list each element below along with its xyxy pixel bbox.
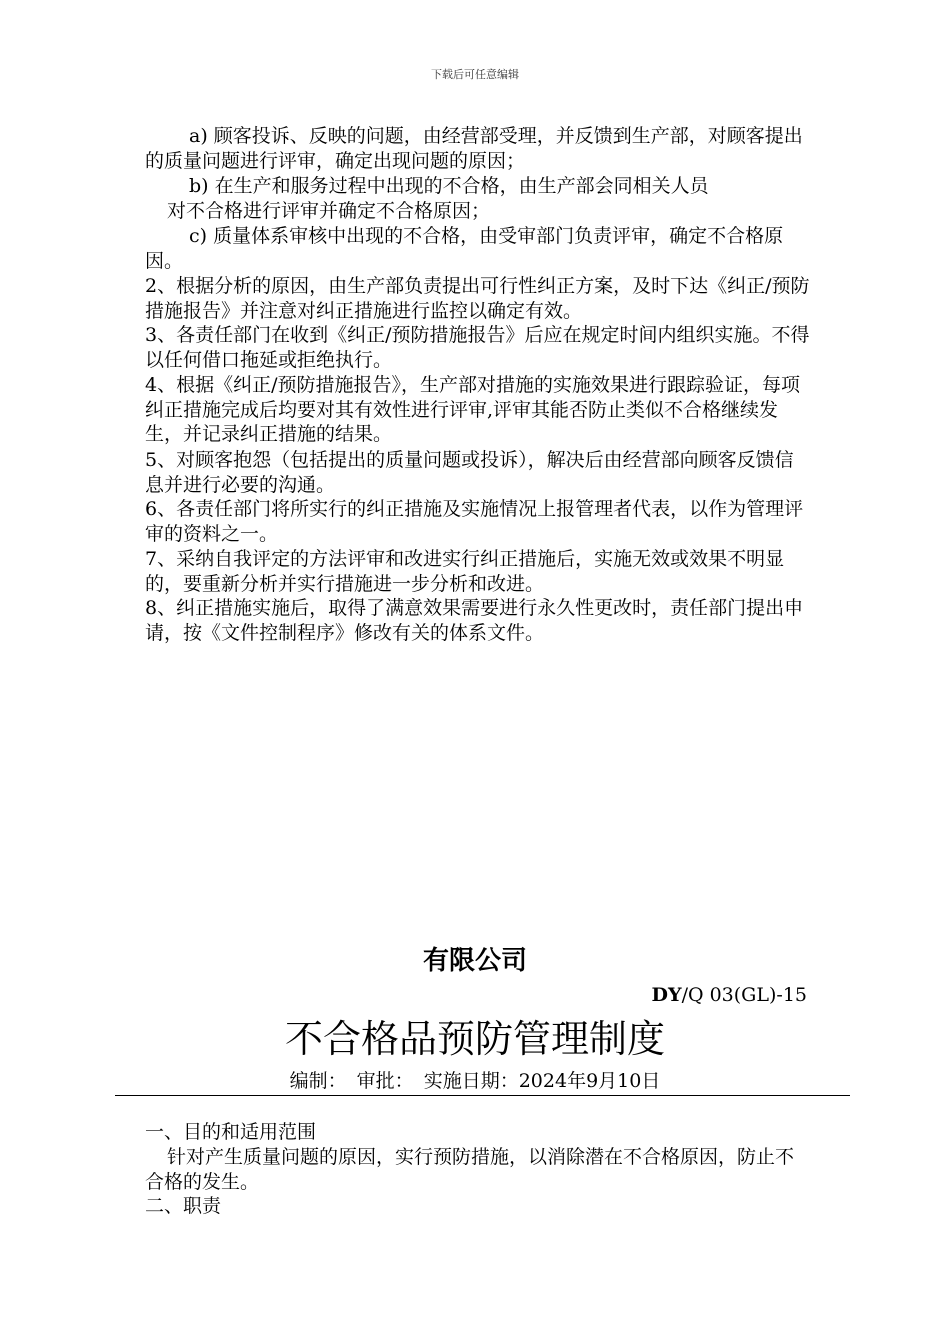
paragraph-8: 8、纠正措施实施后，取得了满意效果需要进行永久性更改时，责任部门提出申请，按《文件控制程序》修改有关的体系文件。 xyxy=(145,597,804,644)
section1-body: 针对产生质量问题的原因，实行预防措施，以消除潜在不合格原因，防止不合格的发生。 xyxy=(145,1146,795,1193)
title-divider xyxy=(115,1095,850,1096)
document-number-suffix: /Q 03(GL)-15 xyxy=(681,984,807,1006)
document-number-prefix: DY xyxy=(651,984,682,1006)
paragraph-7: 7、采纳自我评定的方法评审和改进实行纠正措施后，实施无效或效果不明显的，要重新分析并实行措施进一步分析和改进。 xyxy=(145,548,785,595)
section2-heading: 二、职责 xyxy=(145,1195,222,1217)
document-title: 不合格品预防管理制度 xyxy=(284,1017,665,1061)
section1-heading: 一、目的和适用范围 xyxy=(145,1121,317,1143)
page-header-note: 下载后可任意编辑 xyxy=(431,68,519,81)
paragraph-4: 4、根据《纠正/预防措施报告》，生产部对措施的实施效果进行跟踪验证，每项纠正措施完成后均要对其有效性进行评审,评审其能否防止类似不合格继续发生，并记录纠正措施的结果。 xyxy=(145,374,800,445)
paragraph-3: 3、各责任部门在收到《纠正/预防措施报告》后应在规定时间内组织实施。不得以任何借口拖延或拒绝执行。 xyxy=(145,324,810,371)
paragraph-6: 6、各责任部门将所实行的纠正措施及实施情况上报管理者代表，以作为管理评审的资料之一。 xyxy=(145,498,804,545)
paragraph-b-line2: 对不合格进行评审并确定不合格原因； xyxy=(167,200,491,222)
paragraph-a: a) 顾客投诉、反映的问题，由经营部受理，并反馈到生产部，对顾客提出的质量问题进行评审，确定出现问题的原因； xyxy=(145,125,803,172)
paragraph-b-line1: b) 在生产和服务过程中出现的不合格，由生产部会同相关人员 xyxy=(189,175,709,197)
paragraph-c: c) 质量体系审核中出现的不合格，由受审部门负责评审，确定不合格原因。 xyxy=(145,225,784,272)
company-name: 有限公司 xyxy=(422,946,527,976)
paragraph-2: 2、根据分析的原因，由生产部负责提出可行性纠正方案，及时下达《纠正/预防措施报告》并注意对纠正措施进行监控以确定有效。 xyxy=(145,275,810,322)
paragraph-5: 5、对顾客抱怨（包括提出的质量问题或投诉），解决后由经营部向顾客反馈信息并进行必要的沟通。 xyxy=(145,449,794,496)
document-meta: 编制： 审批： 实施日期：2024年9月10日 xyxy=(289,1070,661,1092)
document-number xyxy=(652,984,807,1006)
